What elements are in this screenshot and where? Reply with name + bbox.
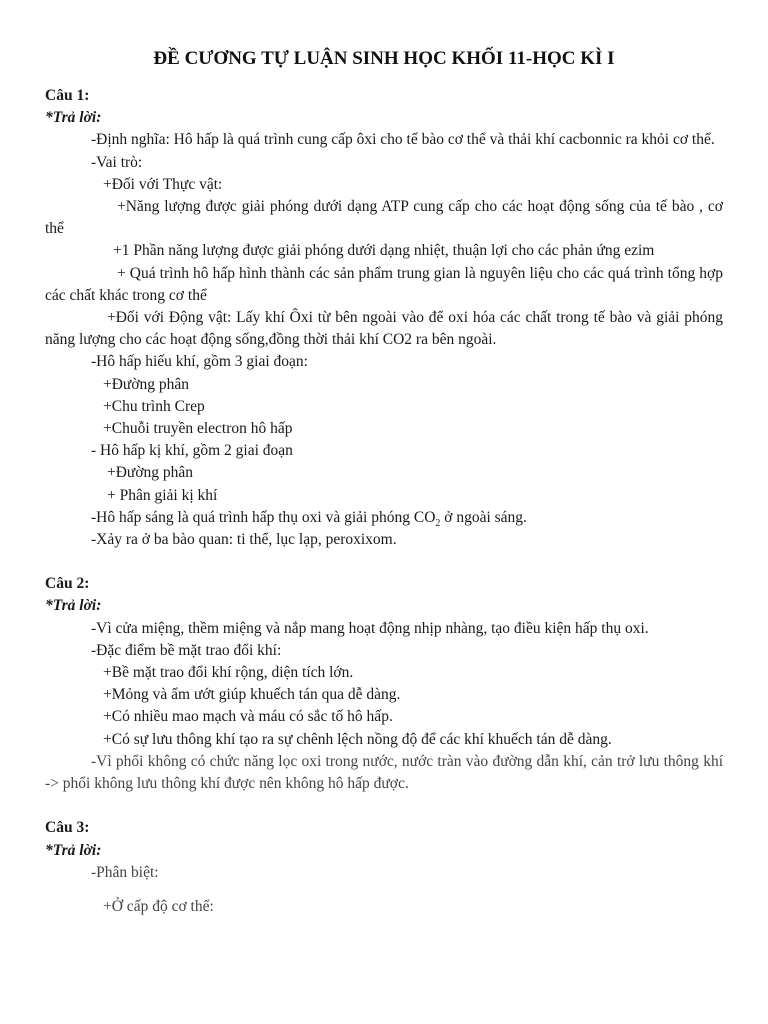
q3-line-2: +Ở cấp độ cơ thể:	[103, 897, 214, 915]
q2-heading: Câu 2:	[45, 575, 90, 593]
q2-line-4: +Mỏng và ẩm ướt giúp khuếch tán qua dễ dàng.	[103, 686, 401, 704]
document-body	[45, 85, 723, 918]
q1-anaerobic: - Hô hấp kị khí, gồm 2 giai đoạn	[91, 442, 293, 460]
spacer	[45, 795, 723, 817]
document-title: ĐỀ CƯƠNG TỰ LUẬN SINH HỌC KHỐI 11-HỌC KÌ I	[153, 48, 615, 69]
q1-aerobic-stage-3: +Chuỗi truyền electron hô hấp	[103, 420, 293, 438]
q1-photo-text-b: ở ngoài sáng.	[440, 508, 527, 526]
q1-aerobic-stage-1: +Đường phân	[103, 375, 190, 393]
q1-definition	[45, 129, 723, 151]
q1-animal: +Đối với Động vật: Lấy khí Ôxi từ bên ngoài vào để oxi hóa các chất trong tế bào và giải phóng năng lượng cho các hoạt động sống,đồng thời thải khí CO2 ra bên ngoài.	[45, 309, 723, 349]
q2-line-1: -Vì cửa miệng, thềm miệng và nắp mang hoạt động nhịp nhàng, tạo điều kiện hấp thụ oxi.	[91, 619, 649, 637]
q1-definition-label: -Định nghĩa:	[91, 131, 170, 149]
q1-plant-item-3: + Quá trình hô hấp hình thành các sản phẩm trung gian là nguyên liệu cho các quá trình tổng hợp các chất khác trong cơ thể	[45, 264, 723, 304]
q2-line-6: +Có sự lưu thông khí tạo ra sự chênh lệch nồng độ để các khí khuếch tán dễ dàng.	[103, 730, 612, 748]
q2-line-2: -Đặc điểm bề mặt trao đổi khí:	[91, 641, 282, 659]
q3-line-1: -Phân biệt:	[91, 863, 159, 881]
q1-photo-subscript: 2	[435, 517, 441, 529]
spacer	[45, 884, 723, 896]
q3-answer-label: *Trả lời:	[45, 841, 102, 859]
q1-plant-item-2: +1 Phần năng lượng được giải phóng dưới dạng nhiệt, thuận lợi cho các phản ứng ezim	[113, 242, 655, 260]
q1-photo-text-a: -Hô hấp sáng là quá trình hấp thụ oxi và giải phóng CO	[91, 508, 436, 526]
q2-answer-label: *Trả lời:	[45, 597, 102, 615]
q1-plant-item-1: +Năng lượng được giải phóng dưới dạng ATP cung cấp cho các hoạt động sống của tế bào , cơ thể	[45, 198, 723, 238]
q2-line-7: -Vì phổi không có chức năng lọc oxi trong nước, nước tràn vào đường dẫn khí, cản trở lưu thông khí -> phổi không lưu thông khí được nên không hô hấp được.	[45, 752, 723, 793]
q1-role-label: -Vai trò:	[91, 153, 143, 171]
q1-aerobic: -Hô hấp hiếu khí, gồm 3 giai đoạn:	[91, 353, 308, 371]
q1-plant-label: +Đối với Thực vật:	[103, 175, 223, 193]
q2-line-3: +Bề mặt trao đổi khí rộng, diện tích lớn.	[103, 664, 354, 682]
q1-answer-label: *Trả lời:	[45, 109, 102, 127]
q2-line-5: +Có nhiều mao mạch và máu có sắc tố hô hấp.	[103, 708, 393, 726]
q1-anaerobic-stage-2: + Phân giải kị khí	[107, 486, 218, 504]
q1-anaerobic-stage-1: +Đường phân	[107, 464, 194, 482]
spacer	[45, 551, 723, 573]
q3-heading: Câu 3:	[45, 819, 90, 837]
q1-photorespiration	[45, 507, 723, 529]
q1-aerobic-stage-2: +Chu trình Crep	[103, 397, 205, 415]
q1-organelles: -Xảy ra ở ba bào quan: ti thể, lục lạp, peroxixom.	[91, 531, 397, 549]
q1-definition-text: Hô hấp là quá trình cung cấp ôxi cho tế bào cơ thể và thải khí cacbonnic ra khỏi cơ thể.	[169, 131, 715, 149]
q1-heading: Câu 1:	[45, 87, 90, 104]
